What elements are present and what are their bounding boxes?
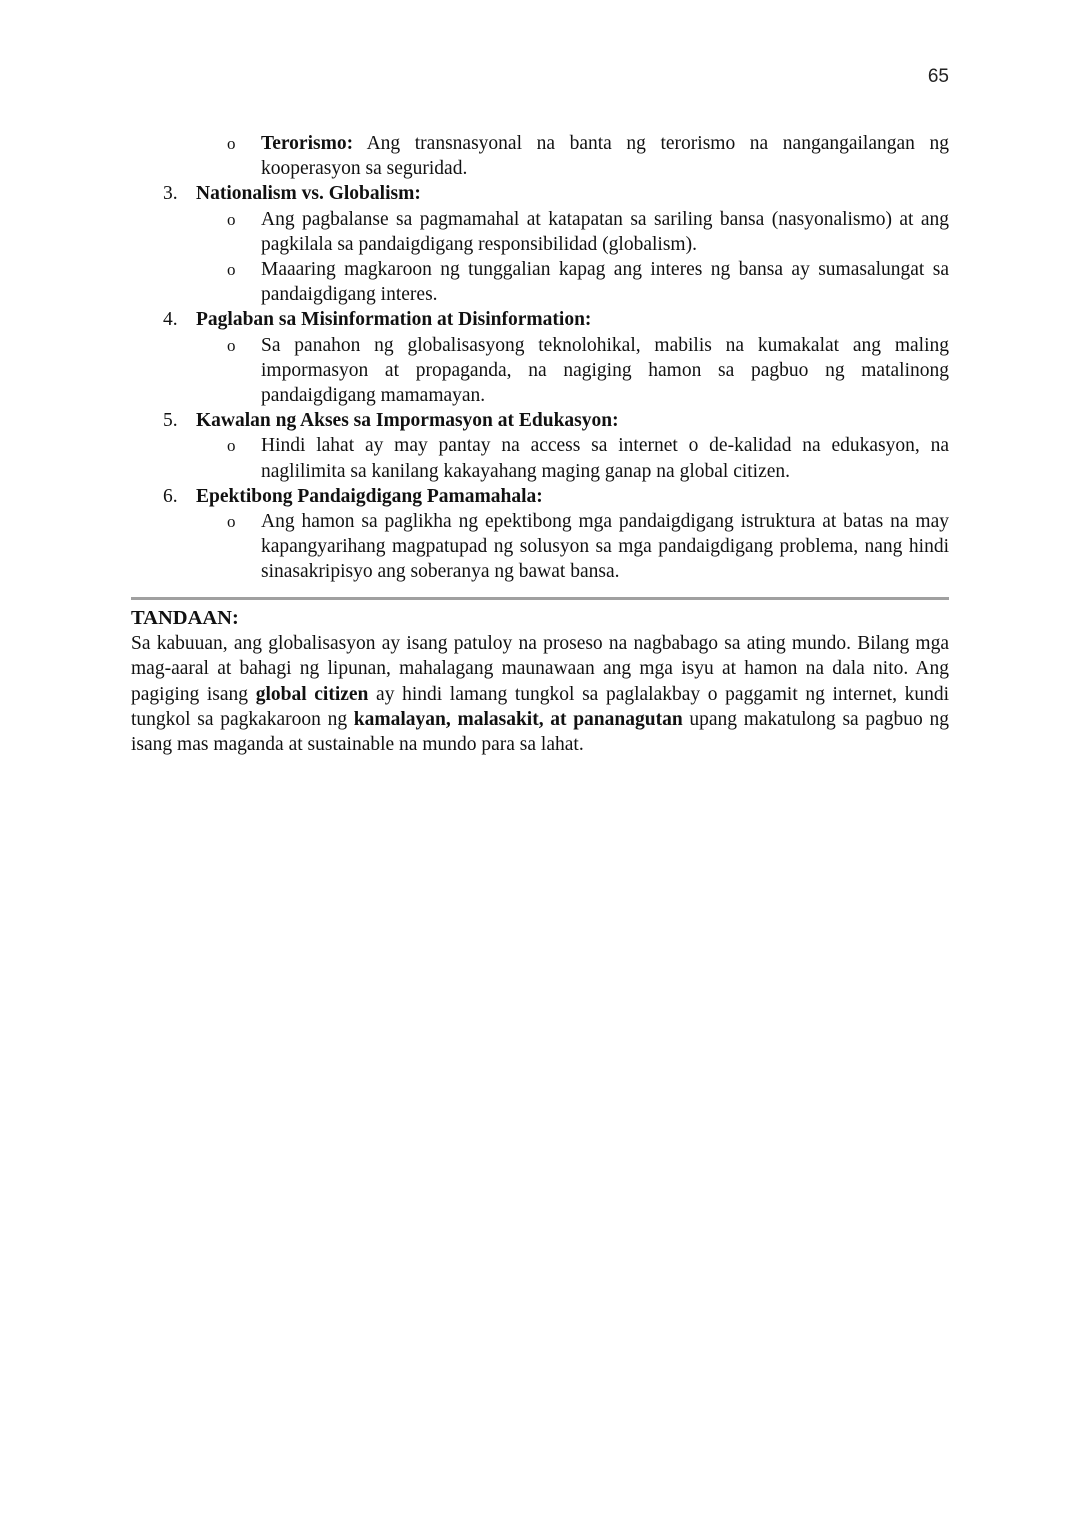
list-number: 5.	[163, 410, 178, 432]
bullet-3-2	[131, 257, 949, 307]
bullet-text: Sa panahon ng globalisasyong teknolohikal, mabilis na kumakalat ang maling impormasyon at propaganda, na nagiging hamon sa pagbuo ng matalinong pandaigdigang mamamayan.	[261, 334, 949, 407]
list-number: 6.	[163, 485, 178, 507]
bullet-3-1	[131, 207, 949, 257]
tandaan-text-3: upang makatulong sa pagbuo ng isang mas maganda at sustainable na mundo para sa lahat.	[131, 708, 949, 756]
tandaan-paragraph	[131, 631, 949, 757]
list-item-6	[131, 484, 949, 509]
bullet-6-1	[131, 509, 949, 585]
tandaan-text-2: ay hindi lamang tungkol sa paglalakbay o paggamit ng internet, kundi tungkol sa pagkakaroon ng	[131, 683, 949, 730]
bullet-text: Maaaring magkaroon ng tunggalian kapag ang interes ng bansa ay sumasalungat sa pandaigdigang interes.	[261, 259, 949, 306]
tandaan-section	[131, 606, 949, 757]
tandaan-bold-1: global citizen	[255, 683, 369, 705]
list-heading: Nationalism vs. Globalism:	[196, 183, 421, 205]
bullet-text: Ang hamon sa paglikha ng epektibong mga pandaigdigang istruktura at batas na may kapangyarihang magpatupad ng solusyon sa mga pandaigdigang problema, nang hindi sinasakripisyo ang soberanya ng bawat bansa.	[261, 511, 949, 583]
main-content	[131, 131, 949, 585]
list-number: 3.	[163, 183, 178, 205]
list-heading: Kawalan ng Akses sa Impormasyon at Edukasyon:	[196, 410, 619, 432]
bullet-text: Ang pagbalanse sa pagmamahal at katapatan sa sariling bansa (nasyonalismo) at ang pagkilala sa pandaigdigang responsibilidad (globalism).	[261, 208, 949, 255]
bullet-terorismo	[131, 131, 949, 181]
bullet-marker: o	[227, 134, 236, 153]
page-number: 65	[927, 66, 949, 87]
bullet-marker: o	[227, 335, 236, 355]
bullet-4-1	[131, 333, 949, 409]
tandaan-text-1: Sa kabuuan, ang globalisasyon ay isang patuloy na proseso na nagbabago sa ating mundo. Bilang mga mag-aaral at bahagi ng lipunan, mahalagang maunawaan ang mga isyu at hamon na dala nito. Ang pagiging isang	[131, 633, 949, 705]
bullet-marker: o	[227, 209, 236, 229]
bullet-marker: o	[227, 512, 236, 532]
list-heading: Epektibong Pandaigdigang Pamamahala:	[196, 485, 543, 507]
list-item-3	[131, 181, 949, 206]
bullet-text: Hindi lahat ay may pantay na access sa internet o de-kalidad na edukasyon, na naglilimita sa kanilang kakayahang maging ganap na global citizen.	[261, 435, 949, 482]
bullet-term: Terorismo:	[261, 133, 354, 154]
bullet-marker: o	[227, 260, 236, 280]
tandaan-bold-2: kamalayan, malasakit, at pananagutan	[353, 708, 683, 730]
bullet-text: Ang transnasyonal na banta ng terorismo na nangangailangan ng kooperasyon sa seguridad.	[261, 133, 949, 180]
bullet-5-1	[131, 433, 949, 483]
list-item-5	[131, 408, 949, 433]
list-number: 4.	[163, 309, 178, 331]
list-item-4	[131, 307, 949, 332]
bullet-marker: o	[227, 436, 236, 456]
section-divider	[131, 597, 949, 600]
tandaan-title: TANDAAN:	[131, 607, 239, 629]
list-heading: Paglaban sa Misinformation at Disinformation:	[196, 309, 592, 331]
